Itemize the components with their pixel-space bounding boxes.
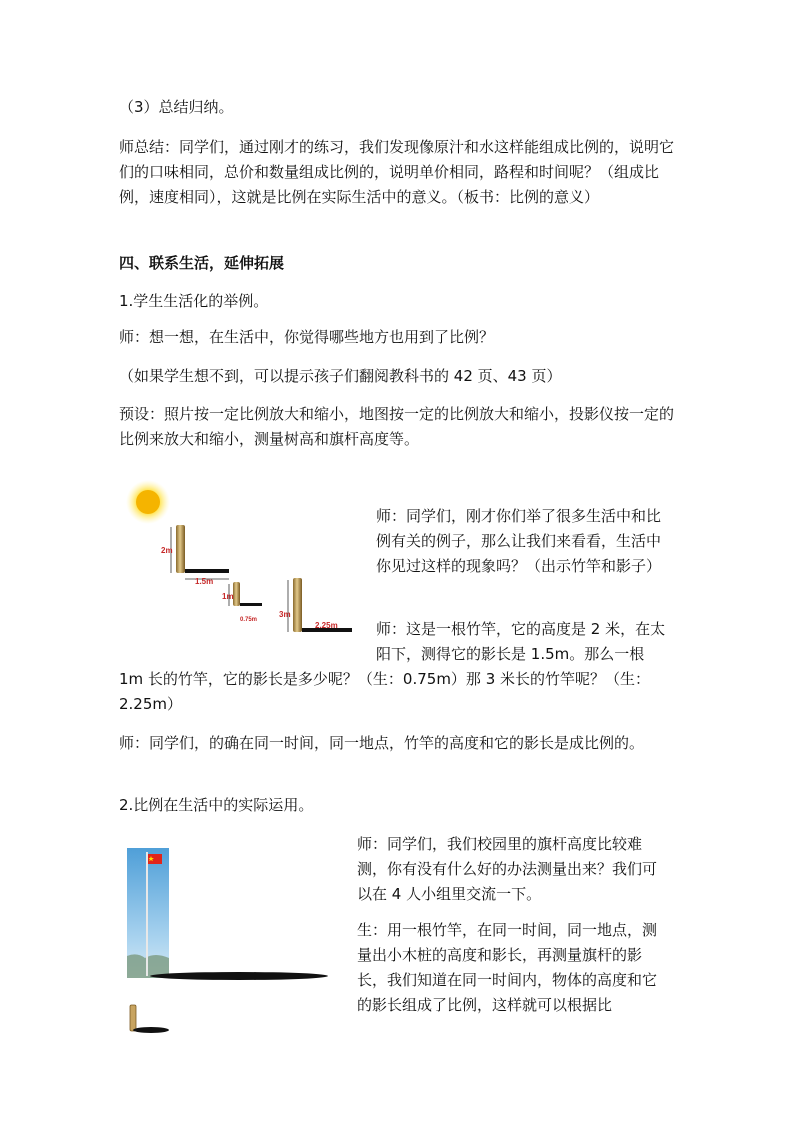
- pole-2-height-label: 1m: [222, 592, 234, 601]
- pole-2: [233, 582, 240, 606]
- teacher-question: 师：想一想，在生活中，你觉得哪些地方也用到了比例？: [119, 328, 495, 346]
- teacher-summary: 师总结：同学们，通过刚才的练习，我们发现像原汁和水这样能组成比例的，说明它们的口味相同，总价和数量组成比例的，说明单价相同，路程和时间呢？（组成比例，速度相同），这就是比例在实际生活中的意义。（板书：比例的意义）: [119, 138, 675, 206]
- pole-3: [293, 578, 302, 632]
- pole-1-height-label: 2m: [161, 546, 173, 555]
- item-one: 1.学生生活化的举例。: [119, 292, 269, 310]
- shadow-1: [185, 569, 229, 573]
- flagpole-shadow: [150, 972, 328, 980]
- stake-shadow: [133, 1027, 169, 1033]
- bamboo-side-text-2: 师：这是一根竹竿，它的高度是 2 米，在太阳下，测得它的影长是 1.5m。那么一根: [376, 620, 666, 663]
- bamboo-side-text-1: 师：同学们，刚才你们举了很多生活中和比例有关的例子，那么让我们来看看，生活中你见过这样的现象吗？（出示竹竿和影子）: [376, 507, 662, 575]
- preset-text: 预设：照片按一定比例放大和缩小，地图按一定的比例放大和缩小，投影仪按一定的比例来放大和缩小，测量树高和旗杆高度等。: [119, 405, 675, 448]
- flagpole-figure: [127, 848, 333, 1038]
- pole-2-shadow-label: 0.75m: [240, 617, 258, 623]
- section-heading: 四、联系生活，延伸拓展: [119, 254, 285, 272]
- pole-3-shadow-label: 2.25m: [315, 621, 338, 630]
- pole-3-height-label: 3m: [279, 610, 291, 619]
- bamboo-continuation: 1m 长的竹竿，它的影长是多少呢？（生：0.75m）那 3 米长的竹竿呢？（生：2.25m）: [119, 670, 651, 713]
- shadow-2: [240, 603, 262, 606]
- pole-1-shadow-label: 1.5m: [195, 577, 214, 586]
- sun-core: [136, 490, 160, 514]
- flag-side-text-2: 生：用一根竹竿，在同一时间，同一地点，测量出小木桩的高度和影长，再测量旗杆的影长，我们知道在同一时间内，物体的高度和它的影长组成了比例，这样就可以根据比: [357, 921, 658, 1014]
- teacher-conclusion: 师：同学们，的确在同一时间，同一地点，竹竿的高度和它的影长是成比例的。: [119, 734, 645, 752]
- hint-text: （如果学生想不到，可以提示孩子们翻阅教科书的 42 页、43 页）: [119, 367, 562, 385]
- stake: [130, 1005, 136, 1031]
- item-two: 2.比例在生活中的实际运用。: [119, 796, 314, 814]
- flag-side-text-1: 师：同学们，我们校园里的旗杆高度比较难测，你有没有什么好的办法测量出来？我们可以在 4 人小组里交流一下。: [357, 835, 658, 903]
- summary-step: （3）总结归纳。: [119, 98, 234, 116]
- bamboo-shadow-figure: [119, 478, 359, 638]
- pole-1: [176, 525, 185, 573]
